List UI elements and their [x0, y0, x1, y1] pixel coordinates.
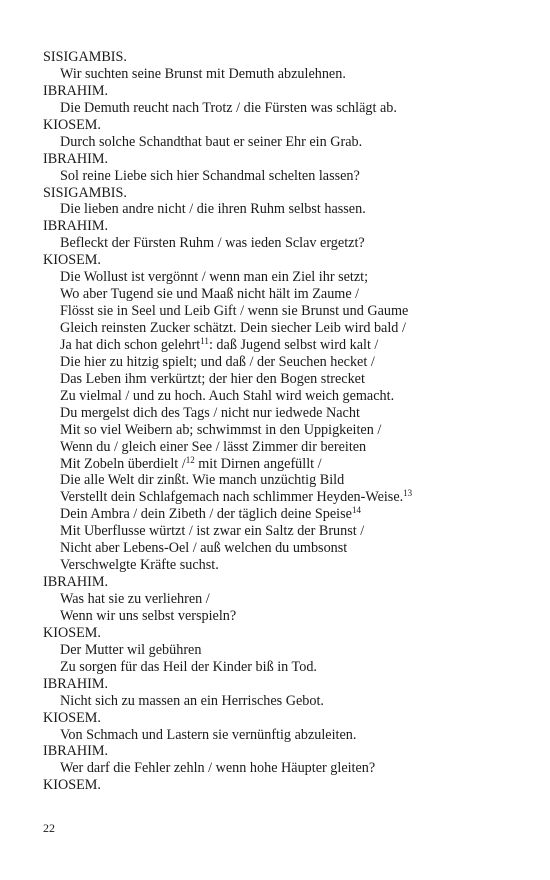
verse-text: Wir suchten seine Brunst mit Demuth abzulehnen. — [60, 65, 346, 82]
verse-line — [43, 727, 523, 744]
verse-text: Verschwelgte Kräfte suchst. — [60, 557, 219, 574]
speaker-name — [43, 625, 523, 642]
verse-line — [43, 472, 523, 489]
verse-text: Was hat sie zu verliehren / — [60, 591, 210, 607]
drama-text-block — [43, 49, 523, 794]
verse-text: Gleich reinsten Zucker schätzt. Dein siecher Leib wird bald / — [60, 320, 406, 336]
speaker-name — [43, 117, 523, 134]
verse-line — [43, 456, 523, 473]
speaker-label: KIOSEM. — [43, 252, 101, 269]
verse-text: Das Leben ihm verkürtzt; der hier den Bogen strecket — [60, 370, 365, 387]
verse-text: Dein Ambra / dein Zibeth / der täglich deine Speise — [60, 506, 352, 523]
verse-line — [43, 303, 523, 320]
speaker-name — [43, 218, 523, 235]
speaker-name — [43, 743, 523, 760]
verse-line — [43, 659, 523, 676]
verse-text: Mit Zobeln überdielt / — [60, 455, 186, 472]
verse-text: Sol reine Liebe sich hier Schandmal schelten lassen? — [60, 167, 360, 184]
verse-text-continued: mit Dirnen angefüllt / — [194, 455, 322, 472]
speaker-name — [43, 252, 523, 269]
verse-line — [43, 540, 523, 557]
footnote-marker: 13 — [403, 488, 413, 499]
verse-text: Die alle Welt dir zinßt. Wie manch unzüchtig Bild — [60, 472, 345, 489]
verse-line — [43, 371, 523, 388]
speaker-name — [43, 83, 523, 100]
verse-text: Die Wollust ist vergönnt / wenn man ein Ziel ihr setzt; — [60, 269, 369, 286]
speaker-name — [43, 777, 523, 794]
verse-line — [43, 608, 523, 625]
speaker-label: SISIGAMBIS. — [43, 184, 127, 201]
verse-text: Durch solche Schandthat baut er seiner Ehr ein Grab. — [60, 133, 363, 150]
verse-text: Von Schmach und Lastern sie vernünftig abzuleiten. — [60, 726, 357, 743]
verse-text: Mit Uberflusse würtzt / ist zwar ein Saltz der Brunst / — [60, 523, 365, 540]
verse-text: Wo aber Tugend sie und Maaß nicht hält im Zaume / — [60, 286, 360, 303]
verse-line — [43, 100, 523, 117]
verse-line — [43, 591, 523, 608]
speaker-label: IBRAHIM. — [43, 743, 109, 760]
verse-text: Zu sorgen für das Heil der Kinder biß in Tod. — [60, 658, 317, 675]
speaker-name — [43, 185, 523, 202]
footnote-marker: 12 — [185, 454, 195, 465]
verse-line — [43, 439, 523, 456]
verse-line — [43, 489, 523, 506]
speaker-label: KIOSEM. — [43, 624, 101, 641]
speaker-label: KIOSEM. — [43, 709, 101, 726]
speaker-label: KIOSEM. — [43, 777, 101, 794]
speaker-label: IBRAHIM. — [43, 574, 109, 591]
verse-line — [43, 506, 523, 523]
verse-text: Die hier zu hitzig spielt; und daß / der Seuchen hecket / — [60, 353, 375, 370]
verse-line — [43, 642, 523, 659]
verse-line — [43, 405, 523, 422]
verse-text: Die lieben andre nicht / die ihren Ruhm selbst hassen. — [60, 201, 366, 218]
speaker-label: KIOSEM. — [43, 116, 101, 133]
verse-line — [43, 557, 523, 574]
verse-text: Mit so viel Weibern ab; schwimmst in den Uppigkeiten / — [60, 421, 382, 438]
verse-line — [43, 134, 523, 151]
verse-line — [43, 320, 523, 337]
speaker-label: SISIGAMBIS. — [43, 49, 127, 65]
speaker-name — [43, 710, 523, 727]
verse-line — [43, 760, 523, 777]
verse-text: Die Demuth reucht nach Trotz / die Fürsten was schlägt ab. — [60, 99, 397, 116]
verse-line — [43, 422, 523, 439]
speaker-label: IBRAHIM. — [43, 675, 109, 692]
verse-text: Befleckt der Fürsten Ruhm / was ieden Sclav ergetzt? — [60, 235, 365, 252]
verse-text: Wenn wir uns selbst verspieln? — [60, 607, 237, 624]
speaker-label: IBRAHIM. — [43, 218, 109, 235]
verse-text: Wer darf die Fehler zehln / wenn hohe Häupter gleiten? — [60, 760, 376, 777]
verse-line — [43, 354, 523, 371]
speaker-name — [43, 49, 523, 66]
verse-line — [43, 66, 523, 83]
verse-line — [43, 269, 523, 286]
speaker-name — [43, 151, 523, 168]
verse-text: Wenn du / gleich einer See / lässt Zimmer dir bereiten — [60, 438, 367, 455]
speaker-name — [43, 676, 523, 693]
verse-line — [43, 523, 523, 540]
verse-text: Zu vielmal / und zu hoch. Auch Stahl wird weich gemacht. — [60, 387, 395, 404]
verse-line — [43, 388, 523, 405]
verse-text: Verstellt dein Schlafgemach nach schlimmer Heyden-Weise. — [60, 489, 404, 506]
verse-text: Du mergelst dich des Tags / nicht nur iedwede Nacht — [60, 404, 360, 421]
verse-text: Der Mutter wil gebühren — [60, 641, 202, 658]
footnote-marker: 14 — [351, 505, 361, 516]
verse-text: Ja hat dich schon gelehrt — [60, 336, 201, 353]
verse-line — [43, 235, 523, 252]
speaker-label: IBRAHIM. — [43, 150, 109, 167]
verse-text: Nicht sich zu massen an ein Herrisches Gebot. — [60, 692, 324, 709]
verse-text: Flösst sie in Seel und Leib Gift / wenn sie Brunst und Gaume — [60, 303, 409, 320]
verse-line — [43, 286, 523, 303]
verse-text: Nicht aber Lebens-Oel / auß welchen du umbsonst — [60, 540, 348, 557]
verse-line — [43, 201, 523, 218]
verse-text-continued: : daß Jugend selbst wird kalt / — [208, 336, 379, 353]
speaker-label: IBRAHIM. — [43, 82, 109, 99]
verse-line — [43, 693, 523, 710]
verse-line — [43, 337, 523, 354]
speaker-name — [43, 574, 523, 591]
page-number: 22 — [43, 821, 55, 835]
footnote-marker: 11 — [200, 335, 209, 346]
verse-line — [43, 168, 523, 185]
